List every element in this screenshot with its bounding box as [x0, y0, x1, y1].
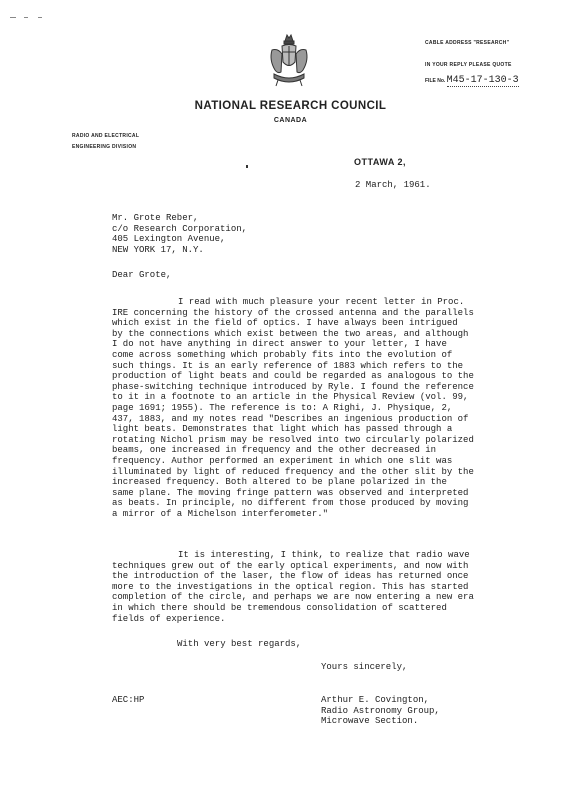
text-line: which exist in the field of optics. I have always been intrigued — [112, 318, 458, 329]
closing-line: Yours sincerely, — [321, 662, 408, 672]
text-line: phase-switching technique introduced by Ryle. I found the reference — [112, 381, 474, 392]
organization-name: NATIONAL RESEARCH COUNCIL — [194, 100, 387, 112]
text-line: a mirror of a Michelson interferometer." — [112, 508, 329, 519]
file-label: FILE No. — [425, 78, 446, 84]
country-name: CANADA — [273, 117, 308, 124]
recipient-address — [112, 213, 247, 255]
division-line-2: ENGINEERING DIVISION — [72, 144, 137, 150]
text-line: same plane. The moving fringe pattern was observed and interpreted — [112, 487, 469, 498]
address-line: c/o Research Corporation, — [112, 223, 248, 234]
address-line: 405 Lexington Avenue, — [112, 234, 226, 245]
text-line: as beats. In principle, no different from those produced by moving — [112, 498, 469, 509]
text-line: It is interesting, I think, to realize that radio wave — [178, 550, 470, 560]
text-line: techniques grew out of the early optical experiments, and now with — [112, 560, 469, 571]
text-line: in which there should be tremendous consolidation of scattered — [112, 602, 447, 613]
text-line: IRE concerning the history of the crossed antenna and the parallels — [112, 307, 474, 318]
address-line: Mr. Grote Reber, — [112, 213, 199, 223]
division-line-1: RADIO AND ELECTRICAL — [72, 133, 140, 139]
signer-group: Radio Astronomy Group, — [321, 705, 440, 716]
text-line: production of light beats and could be regarded as analogous to the — [112, 371, 474, 382]
regards-line: With very best regards, — [177, 639, 302, 649]
text-line: more to the investigations in the optical region. This has started — [112, 581, 469, 592]
body-paragraph-1 — [112, 297, 512, 519]
text-line: light beats. Demonstrates that light which has passed through a — [112, 424, 453, 435]
text-line: to it in a footnote to an article in the Physical Review (vol. 99, — [112, 392, 469, 403]
address-line: NEW YORK 17, N.Y. — [112, 244, 204, 255]
text-line: beams, one increased in frequency and the other decreased in — [112, 445, 437, 456]
signer-section: Microwave Section. — [321, 716, 419, 727]
text-line: increased frequency. Both altered to be plane polarized in the — [112, 477, 447, 488]
text-line: frequency. Author performed an experiment in which one slit was — [112, 455, 453, 466]
scan-mark — [10, 17, 16, 18]
body-paragraph-2 — [112, 550, 512, 624]
coat-of-arms-icon — [266, 32, 312, 90]
text-line: I do not have anything in direct answer to your letter, I have — [112, 339, 447, 350]
salutation: Dear Grote, — [112, 270, 172, 280]
file-number: M45-17-130-3 — [446, 75, 519, 86]
city: OTTAWA 2, — [354, 157, 407, 167]
text-line: 437, 1883, and my notes read "Describes an ingenious production of — [112, 413, 469, 424]
typist-initials: AEC:HP — [112, 695, 145, 705]
signer-name: Arthur E. Covington, — [321, 695, 430, 705]
text-line: rotating Nichol prism may be resolved into two circularly polarized — [112, 434, 474, 445]
text-line: fields of experience. — [112, 613, 226, 624]
text-line: come across something which probably fits into the evolution of — [112, 349, 453, 360]
text-line: the introduction of the laser, the flow of ideas has returned once — [112, 571, 469, 582]
file-number-line — [425, 75, 519, 86]
text-line: by the connections which exist between the two areas, and although — [112, 328, 469, 339]
text-line: page 1691; 1955). The reference is to: A Righi, J. Physique, 2, — [112, 402, 453, 413]
text-line: such things. It is an early reference of 1883 which refers to the — [112, 360, 464, 371]
scan-mark — [24, 17, 28, 18]
text-line: completion of the circle, and perhaps we are now entering a new era — [112, 592, 474, 603]
text-line: illuminated by light of reduced frequency and the other slit by the — [112, 466, 474, 477]
letter-date: 2 March, 1961. — [355, 180, 431, 190]
reply-quote-label: IN YOUR REPLY PLEASE QUOTE — [425, 62, 512, 68]
scan-mark — [38, 17, 42, 18]
signature-block — [321, 695, 440, 727]
stray-mark — [246, 165, 248, 168]
cable-address: CABLE ADDRESS "RESEARCH" — [425, 40, 510, 46]
text-line: I read with much pleasure your recent letter in Proc. — [178, 297, 465, 307]
